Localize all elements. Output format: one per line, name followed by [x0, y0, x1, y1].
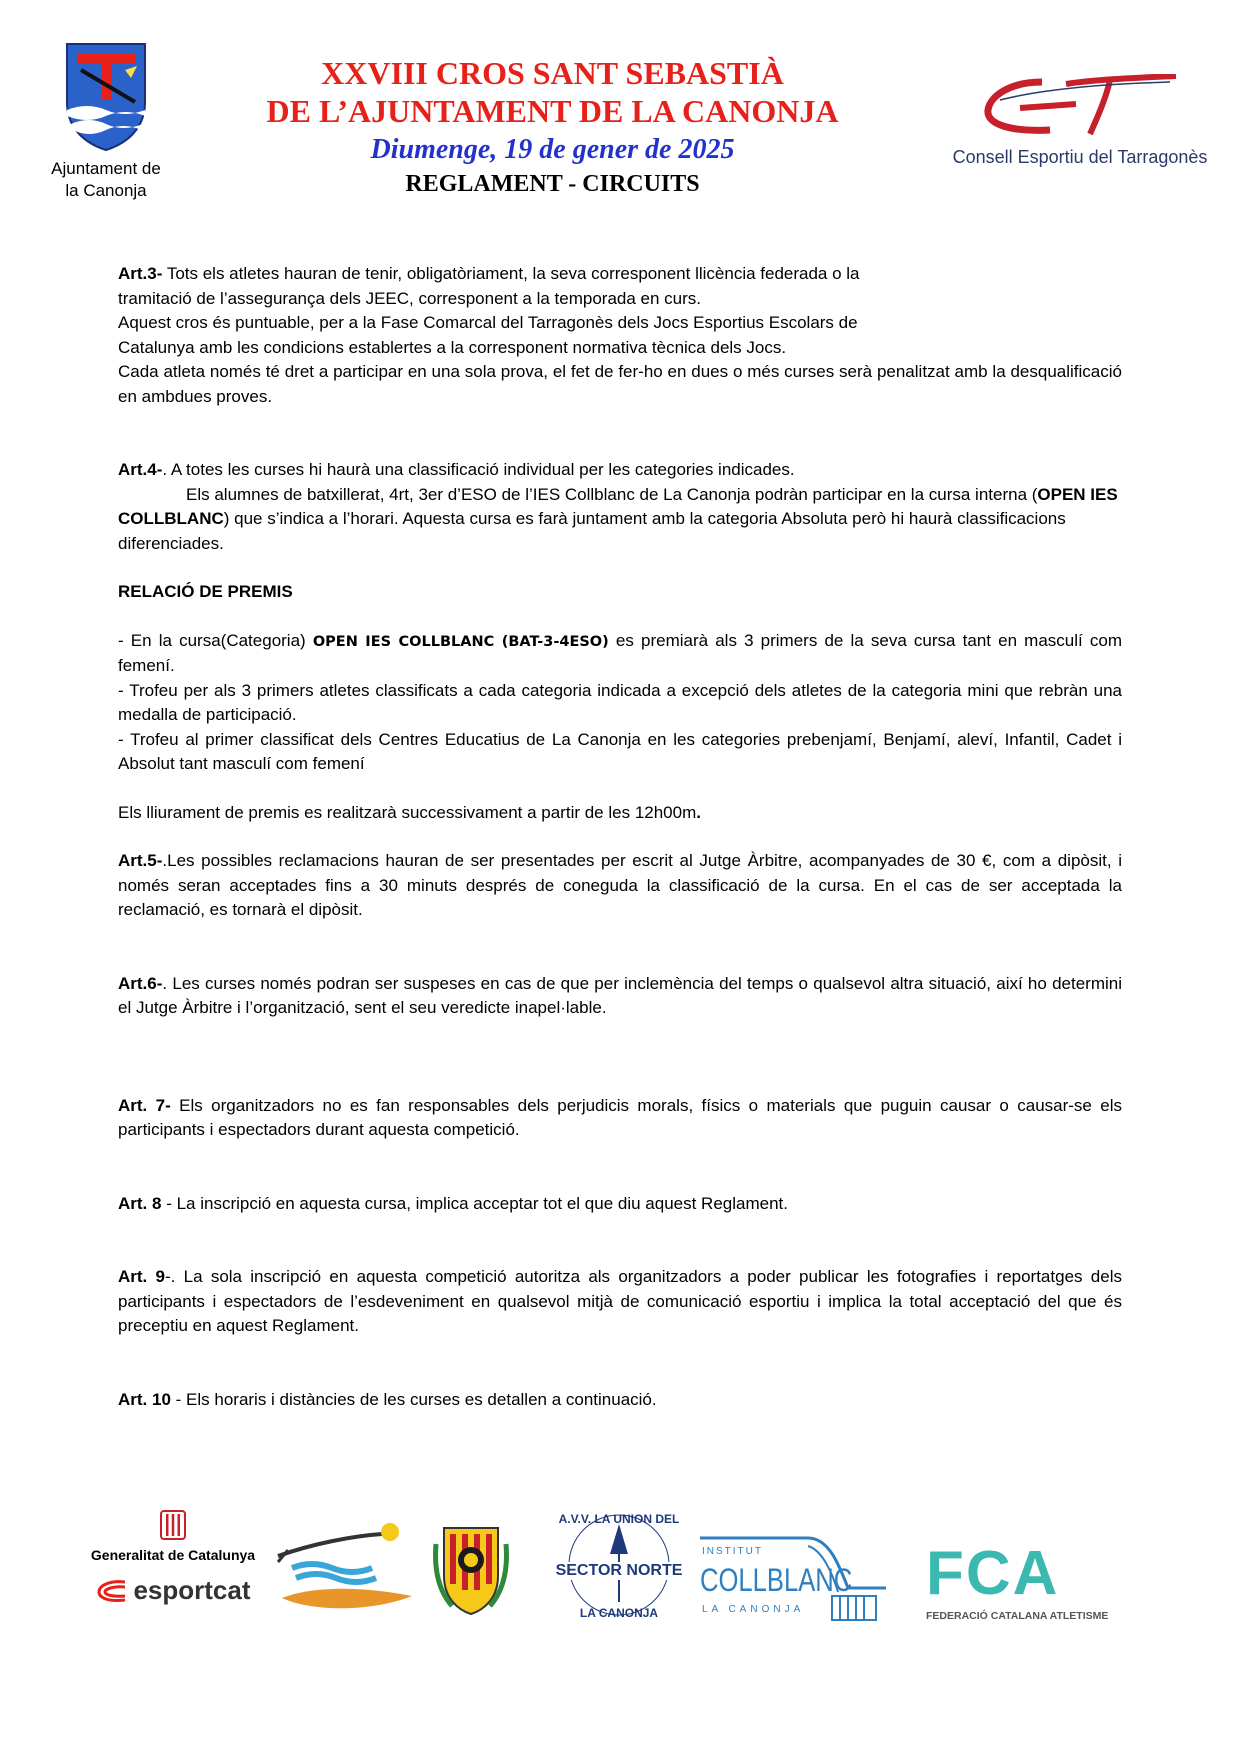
- fca-logo: [926, 1539, 1109, 1622]
- cet-emblem-icon: [980, 74, 1180, 138]
- document-subtitle: REGLAMENT - CIRCUITS: [405, 171, 700, 197]
- premis-item-1: - En la cursa(Categoria) OPEN IES COLLBLANC (BAT-3-4ESO) es premiarà als 3 primers de la seva cursa tant en masculí com femení.: [118, 630, 1122, 675]
- esportcat-icon: [95, 1578, 129, 1604]
- art3-line-5: Cada atleta només té dret a participar en una sola prova, el fet de fer-ho en dues o més curses serà penalitzat amb la desqualificació en ambdues proves.: [118, 362, 1122, 406]
- art4-paragraph-1: Art.4-. A totes les curses hi haurà una classificació individual per les categories indicades.: [118, 460, 795, 479]
- art6-paragraph: Art.6-. Les curses només podran ser suspeses en cas de que per inclemència del temps o qualsevol altra situació, així ho determini el Jutge Àrbitre i l’organització, sent el seu veredicte inapel·lable.: [118, 973, 1122, 1017]
- art8-heading: Art. 8: [118, 1193, 162, 1213]
- art9-paragraph: Art. 9-. La sola inscripció en aquesta competició autoritza als organitzadors a poder publicar les fotografies i reportatges dels participants i espectadors de l’esdeveniment en qualsevol mitjà de comunicació esportiu i implica la total acceptació del que és preceptiu en aquest Reglament.: [118, 1267, 1122, 1335]
- fca-letters: FCA: [926, 1539, 1060, 1608]
- avv-mid-label: SECTOR NORTE: [555, 1562, 683, 1579]
- art3-line-1: Art.3- Tots els atletes hauran de tenir, obligatòriament, la seva corresponent llicència federada o la: [118, 264, 860, 283]
- regulation-body: [118, 262, 1122, 1412]
- collblanc-place-label: LA CANONJA: [702, 1604, 805, 1615]
- art6-heading: Art.6-: [118, 973, 163, 993]
- generalitat-emblem-icon: [160, 1510, 186, 1540]
- art5-paragraph: Art.5-.Les possibles reclamacions hauran de ser presentades per escrit al Jutge Àrbitre, acompanyades de 30 €, com a dipòsit, i només seran acceptades fins a 30 minuts després de coneguda la classificació de la cursa. En el cas de ser acceptada la reclamació, es tornarà el dipòsit.: [118, 851, 1122, 919]
- premis-item-3: - Trofeu al primer classificat dels Centres Educatius de La Canonja en les categories prebenjamí, Benjamí, aleví, Infantil, Cadet i Absolut tant masculí com femení: [118, 729, 1122, 773]
- club-logo: [272, 1516, 422, 1621]
- document-title-block: [180, 54, 925, 200]
- art7-heading: Art. 7-: [118, 1095, 171, 1115]
- sponsor-logos: [0, 1510, 1241, 1660]
- collblanc-logo: [698, 1532, 888, 1632]
- cet-label: Consell Esportiu del Tarragonès: [952, 147, 1208, 167]
- art4-paragraph-2: Els alumnes de batxillerat, 4rt, 3er d’ESO de l’IES Collblanc de La Canonja podràn participar en la cursa interna (OPEN IES COLLBLANC) que s’indica a l’horari. Aquesta cursa es farà juntament amb la categoria Absoluta però hi haurà classificacions diferenciades.: [118, 484, 1118, 553]
- art3-line-3: Aquest cros és puntuable, per a la Fase Comarcal del Tarragonès dels Jocs Esportius Escolars de: [118, 313, 858, 332]
- ajuntament-label-2: la Canonja: [65, 181, 147, 200]
- title-line-1: XXVIII CROS SANT SEBASTIÀ: [321, 55, 784, 91]
- canonja-shield-icon: [63, 40, 149, 152]
- esportcat-label: esportcat: [133, 1575, 251, 1605]
- art3-line-2: tramitació de l’assegurança dels JEEC, corresponent a la temporada en curs.: [118, 288, 702, 308]
- premis-ceremony: Els lliurament de premis es realitzarà successivament a partir de les 12h00m.: [118, 802, 701, 822]
- canonja-arms-icon: [428, 1520, 514, 1616]
- avv-sector-norte-logo: [554, 1510, 684, 1630]
- open-ies-category-label: OPEN IES COLLBLANC (BAT-3-4ESO): [312, 633, 609, 650]
- collblanc-institut-label: INSTITUT: [702, 1546, 763, 1557]
- avv-top-label: A.V.V. LA UNION DEL: [558, 1512, 680, 1526]
- art9-heading: Art. 9: [118, 1267, 165, 1286]
- art8-paragraph: Art. 8 - La inscripció en aquesta cursa, implica acceptar tot el que diu aquest Reglament.: [118, 1193, 788, 1213]
- art10-paragraph: Art. 10 - Els horaris i distàncies de les curses es detallen a continuació.: [118, 1389, 657, 1409]
- premis-item-2: - Trofeu per als 3 primers atletes classificats a cada categoria indicada a excepció dels atletes de la categoria mini que rebràn una medalla de participació.: [118, 680, 1122, 724]
- avv-bottom-label: LA CANONJA: [579, 1606, 659, 1620]
- art3-heading: Art.3-: [118, 264, 163, 283]
- art7-paragraph: Art. 7- Els organitzadors no es fan responsables dels perjudicis morals, físics o materials que puguin causar o causar-se els participants i espectadors durant aquesta competició.: [118, 1095, 1122, 1139]
- event-date: Diumenge, 19 de gener de 2025: [370, 134, 735, 165]
- art5-heading: Art.5-: [118, 851, 163, 870]
- art10-heading: Art. 10: [118, 1389, 171, 1409]
- premis-heading: RELACIÓ DE PREMIS: [118, 582, 293, 601]
- art4-heading: Art.4-: [118, 460, 163, 479]
- cet-logo: [940, 74, 1220, 168]
- fca-label: FEDERACIÓ CATALANA ATLETISME: [926, 1610, 1109, 1622]
- ajuntament-label-1: Ajuntament de: [51, 159, 161, 178]
- open-ies-collblanc-label: OPEN IES COLLBLANC: [118, 484, 1118, 528]
- club-runner-icon: [272, 1516, 422, 1616]
- canonja-arms-logo: [428, 1520, 514, 1621]
- ajuntament-logo: [34, 40, 178, 202]
- collblanc-name-label: COLLBLANC: [700, 1562, 853, 1598]
- title-line-2: DE L’AJUNTAMENT DE LA CANONJA: [266, 93, 839, 129]
- cet-letters: CET: [980, 74, 982, 75]
- generalitat-label: Generalitat de Catalunya: [90, 1547, 256, 1563]
- generalitat-logo: [78, 1510, 268, 1606]
- art3-line-4: Catalunya amb les condicions establertes a la corresponent normativa tècnica dels Jocs.: [118, 337, 787, 357]
